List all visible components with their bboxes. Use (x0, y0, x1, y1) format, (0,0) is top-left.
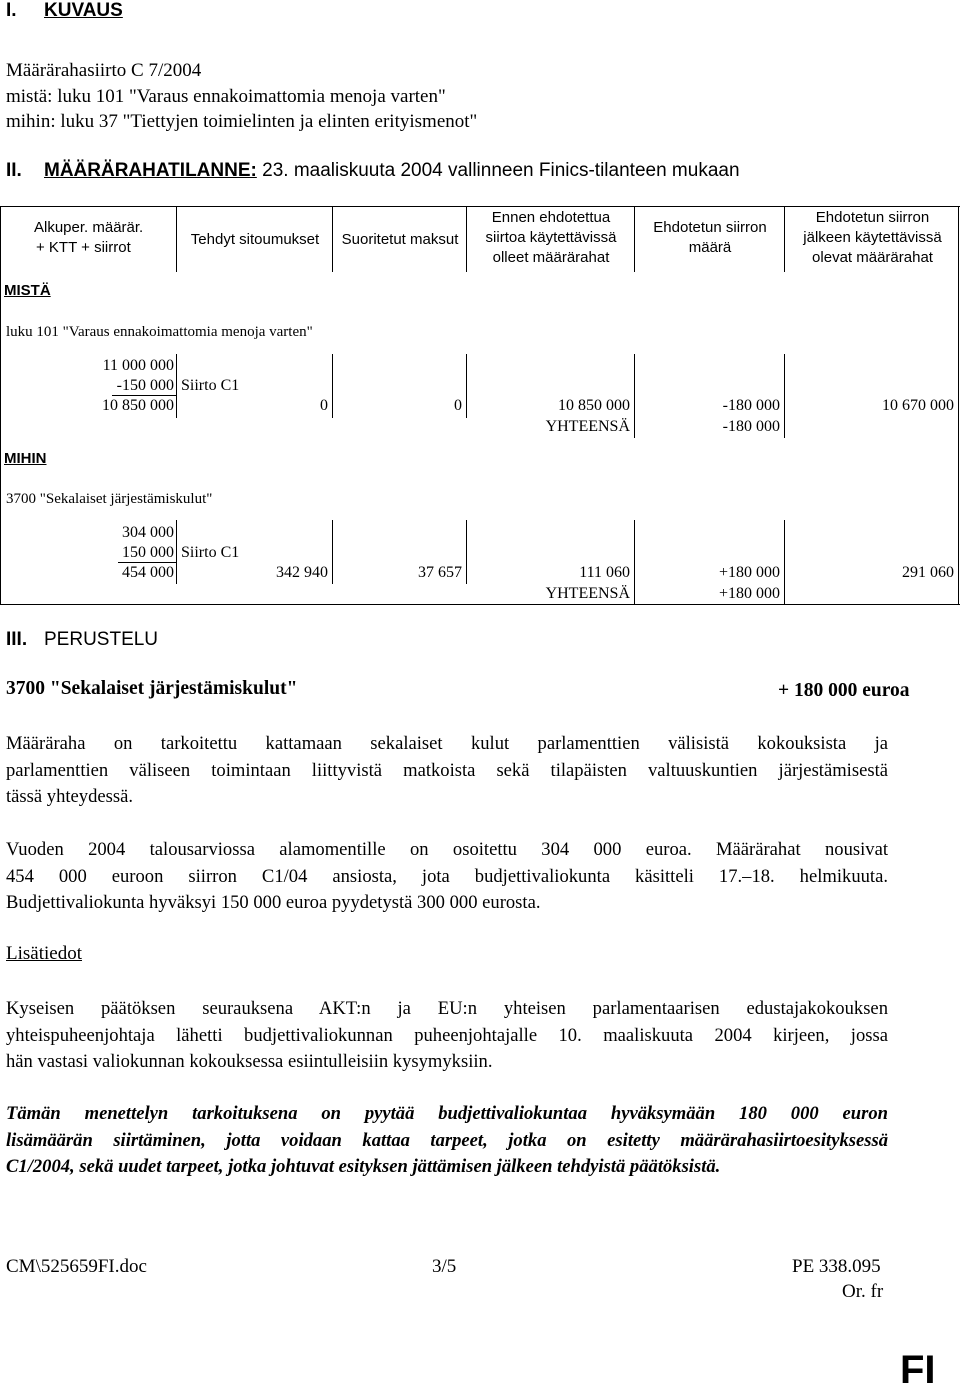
paragraph-3 (6, 996, 888, 1076)
section-1-number: I. (6, 0, 17, 21)
mihin-yhteensa-label: YHTEENSÄ (545, 585, 630, 602)
mihin-label: MIHIN (4, 450, 47, 467)
intro-line-2: mistä: luku 101 "Varaus ennakoimattomia menoja varten" (6, 86, 446, 107)
section-2-title: MÄÄRÄRAHATILANNE: (44, 160, 257, 181)
section-2-subtitle: 23. maaliskuuta 2004 vallinneen Finics-tilanteen mukaan (262, 160, 740, 181)
table-left-border (0, 206, 1, 604)
paragraph-2-line: 454 000 euroon siirron C1/04 ansiosta, jota budjettivaliokunta käsitteli 17.–18. helmikuuta. (6, 865, 888, 887)
mista-separator (176, 354, 177, 418)
mista-commitments: 0 (320, 397, 328, 414)
mista-transfer-amount: -180 000 (722, 397, 780, 414)
justification-heading: 3700 "Sekalaiset järjestämiskulut" (6, 678, 298, 699)
section-2-heading (44, 160, 740, 182)
header-col1-line1: Alkuper. määrär. (34, 219, 144, 236)
footer-language-code: FI (900, 1348, 936, 1392)
paragraph-2-line: Budjettivaliokunta hyväksyi 150 000 euroa pyydetystä 300 000 eurosta. (6, 892, 541, 913)
header-available-before: Ennen ehdotettua siirtoa käytettävissä olleet määrärahat (485, 209, 617, 266)
header-separator (784, 206, 785, 272)
mista-separator (466, 354, 467, 418)
mihin-transfer: 150 000 (122, 544, 174, 561)
paragraph-4-line: Tämän menettelyn tarkoituksena on pyytää budjettivaliokuntaa hyväksymään 180 000 euron (6, 1103, 888, 1124)
justification-amount: + 180 000 euroa (778, 680, 910, 701)
mihin-available-after: 291 060 (902, 564, 954, 581)
mista-sum-rule (112, 395, 176, 396)
header-original-appropriations (6, 218, 174, 258)
mihin-sum-rule (118, 562, 176, 563)
section-3-number: III. (6, 629, 28, 650)
table-top-border (0, 206, 960, 207)
mista-label: MISTÄ (4, 282, 51, 299)
mihin-separator (784, 520, 785, 604)
paragraph-4 (6, 1101, 888, 1181)
mista-yhteensa-label: YHTEENSÄ (545, 418, 630, 435)
mista-separator (634, 354, 635, 438)
mihin-payments: 37 657 (418, 564, 462, 581)
mista-transfer: -150 000 (116, 377, 174, 394)
mista-line-title: luku 101 "Varaus ennakoimattomia menoja varten" (6, 324, 313, 340)
mihin-orig: 304 000 (122, 524, 174, 541)
mihin-available-before: 111 060 (579, 564, 630, 581)
header-transfer-amount: Ehdotetun siirron määrä (653, 219, 767, 256)
mista-available-before: 10 850 000 (558, 397, 630, 414)
header-separator (634, 206, 635, 272)
paragraph-3-line: hän vastasi valiokunnan kokouksessa esiintulleisiin kysymyksiin. (6, 1051, 493, 1072)
mista-separator (332, 354, 333, 418)
paragraph-1-line: tässä yhteydessä. (6, 786, 134, 807)
footer-doc-name: CM\525659FI.doc (6, 1256, 147, 1277)
paragraph-1-line: parlamenttien väliseen toimintaan liittyvistä matkoista sekä tilapäisten valtuuskuntien järjestämisestä (6, 759, 888, 781)
header-payments: Suoritetut maksut (341, 231, 459, 248)
mista-payments: 0 (454, 397, 462, 414)
table-right-border (958, 206, 959, 604)
paragraph-3-line: Kyseisen päätöksen seurauksena AKT:n ja EU:n yhteisen parlamentaarisen edustajakokouksen (6, 998, 888, 1019)
header-separator (176, 206, 177, 272)
mihin-separator (176, 520, 177, 584)
header-separator (466, 206, 467, 272)
intro-line-3: mihin: luku 37 "Tiettyjen toimielinten ja elinten erityismenot" (6, 111, 478, 132)
mista-total: 10 850 000 (102, 397, 174, 414)
mihin-separator (634, 520, 635, 604)
mihin-transfer-label: Siirto C1 (181, 544, 240, 561)
mista-separator (784, 354, 785, 438)
footer-reference: PE 338.095 (792, 1256, 881, 1277)
lisatiedot-heading: Lisätiedot (6, 943, 82, 964)
paragraph-1 (6, 731, 888, 811)
mista-yhteensa-value: -180 000 (722, 418, 780, 435)
footer-original-language: Or. fr (842, 1281, 884, 1302)
mihin-commitments: 342 940 (276, 564, 328, 581)
paragraph-4-line: C1/2004, sekä uudet tarpeet, jotka johtuvat esityksen jättämisen jälkeen tehdyistä päätöksistä. (6, 1156, 721, 1177)
header-commitments: Tehdyt sitoumukset (190, 231, 320, 248)
mihin-line-title: 3700 "Sekalaiset järjestämiskulut" (6, 491, 213, 507)
mista-transfer-label: Siirto C1 (181, 377, 240, 394)
mihin-separator (466, 520, 467, 584)
paragraph-2-line: Vuoden 2004 talousarviossa alamomentille on osoitettu 304 000 euroa. Määrärahat nousivat (6, 839, 888, 860)
mihin-total: 454 000 (122, 564, 174, 581)
paragraph-1-line: Määräraha on tarkoitettu kattamaan sekalaiset kulut parlamenttien välisistä kokouksista ja (6, 733, 888, 754)
intro-line-1: Määrärahasiirto C 7/2004 (6, 60, 202, 81)
mista-available-after: 10 670 000 (882, 397, 954, 414)
paragraph-3-line: yhteispuheenjohtaja lähetti budjettivaliokunnan puheenjohtajalle 10. maaliskuuta 2004 kirjeen, jossa (6, 1024, 888, 1046)
mihin-separator (332, 520, 333, 584)
section-1-title: KUVAUS (44, 0, 123, 21)
section-3-title: PERUSTELU (44, 629, 159, 650)
paragraph-4-line: lisämäärän siirtäminen, jotta voidaan kattaa tarpeet, jotka on esitetty määrärahasiirtoesityksessä (6, 1129, 888, 1151)
paragraph-2 (6, 837, 888, 917)
header-col1-line2: + KTT + siirrot (36, 239, 131, 256)
mista-orig: 11 000 000 (102, 357, 174, 374)
header-separator (332, 206, 333, 272)
footer-page-number: 3/5 (432, 1256, 457, 1277)
header-available-after: Ehdotetun siirron jälkeen käytettävissä olevat määrärahat (803, 209, 942, 266)
section-2-number: II. (6, 160, 22, 181)
mihin-transfer-amount: +180 000 (718, 564, 780, 581)
table-bottom-border (0, 604, 960, 605)
mihin-yhteensa-value: +180 000 (718, 585, 780, 602)
